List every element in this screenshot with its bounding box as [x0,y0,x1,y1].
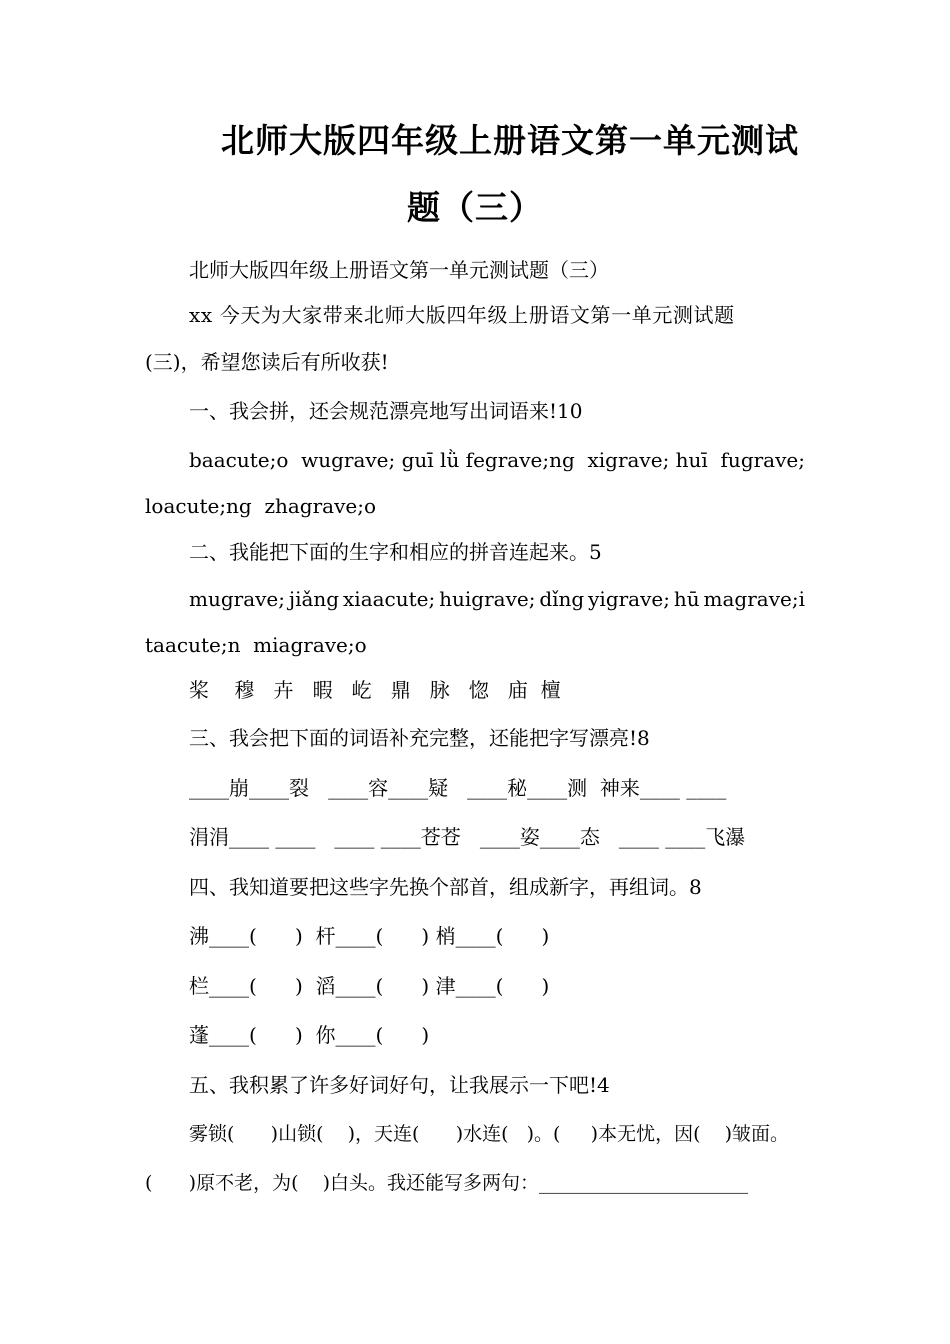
pinyin-item: baacute;o wugrave; [189,448,396,472]
q2-pinyin-row2: taacute;n miagrave;o [145,633,367,657]
pinyin-item: huigrave; [439,587,536,611]
q2-characters: 桨 穆 卉 暇 屹 鼎 脉 惚 庙 檀 [189,678,561,702]
pinyin-item: mugrave; [189,587,286,611]
q3-line2: 涓涓____ ____ ____ ____苍苍 ____姿____态 ____ ____飞瀑 [189,825,746,849]
q5-line1: 雾锁( )山锁( )，天连( )水连( )。( )本无忧，因( )皱面。 [189,1123,790,1145]
document-title-line2: 题（三） [407,188,543,227]
q1-heading: 一、我会拼，还会规范漂亮地写出词语来!10 [189,399,583,423]
q2-pinyin-row1 [189,586,805,612]
intro-subtitle: 北师大版四年级上册语文第一单元测试题（三） [189,258,609,282]
pinyin-item: guī lǜ [401,448,460,472]
pinyin-item: dǐng [539,587,585,611]
intro-paragraph-line2: (三)，希望您读后有所收获! [145,350,389,374]
q3-heading: 三、我会把下面的词语补充完整，还能把字写漂亮!8 [189,726,650,750]
q3-line1: ____崩____裂 ____容____疑 ____秘____测 神来____ ____ [189,776,727,800]
q1-pinyin-row1 [189,447,805,473]
q5-heading: 五、我积累了许多好词好句，让我展示一下吧!4 [189,1073,610,1097]
pinyin-item: magrave;i [703,587,805,611]
q2-heading: 二、我能把下面的生字和相应的拼音连起来。5 [189,540,602,564]
pinyin-item: huī fugrave; [675,448,805,472]
document-title-line1: 北师大版四年级上册语文第一单元测试 [221,121,799,160]
pinyin-item: jiǎng [288,587,340,611]
intro-paragraph-line1: xx 今天为大家带来北师大版四年级上册语文第一单元测试题 [189,303,735,327]
pinyin-item: hū [673,587,700,611]
q4-row2: 栏____( ) 滔____( ) 津____( ) [189,974,550,998]
q5-line2: ( )原不老，为( )白头。我还能写多两句：______________________ [145,1172,749,1194]
q1-pinyin-row2: loacute;ng zhagrave;o [145,494,376,518]
q4-row3: 蓬____( ) 你____( ) [189,1023,430,1047]
q4-heading: 四、我知道要把这些字先换个部首，组成新字，再组词。8 [189,875,702,899]
pinyin-item: fegrave;ng xigrave; [465,448,670,472]
pinyin-item: yigrave; [588,587,670,611]
pinyin-item: xiaacute; [343,587,436,611]
q4-row1: 沸____( ) 杆____( ) 梢____( ) [189,924,550,948]
